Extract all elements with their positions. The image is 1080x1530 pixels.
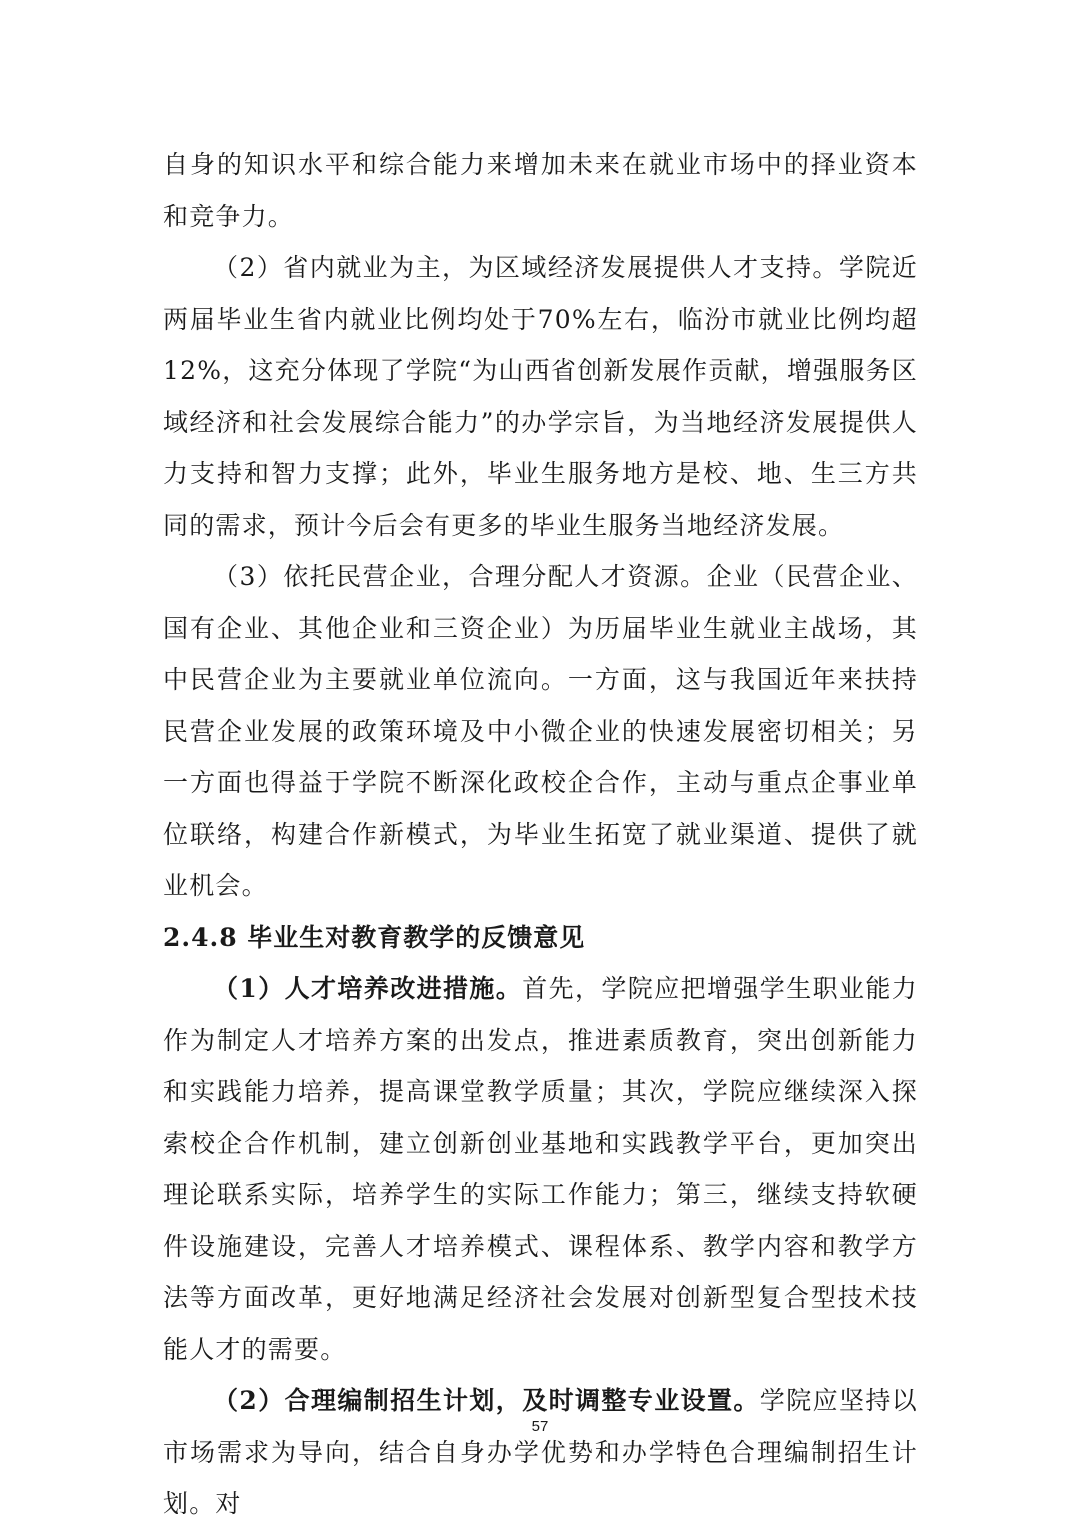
page-body [163,139,918,1530]
paragraph-lead-talent-cultivation: （1）人才培养改进措施。 [213,974,523,1003]
paragraph-continuation: 自身的知识水平和综合能力来增加未来在就业市场中的择业资本和竞争力。 [163,150,918,231]
page-number: 57 [531,1418,549,1435]
section-heading: 2.4.8 毕业生对教育教学的反馈意见 [163,922,586,952]
paragraph-provincial-employment: （2）省内就业为主，为区域经济发展提供人才支持。学院近两届毕业生省内就业比例均处于70%左右，临汾市就业比例均超12%，这充分体现了学院“为山西省创新发展作贡献，增强服务区域经济和社会发展综合能力”的办学宗旨，为当地经济发展提供人力支持和智力支撑；此外，毕业生服务地方是校、地、生三方共同的需求，预计今后会有更多的毕业生服务当地经济发展。 [163,253,918,540]
paragraph-lead-enrollment-plan: （2）合理编制招生计划，及时调整专业设置。 [213,1386,760,1415]
paragraph-talent-cultivation [163,963,918,1375]
paragraph-enrollment-plan [163,1375,918,1530]
paragraph-private-enterprises: （3）依托民营企业，合理分配人才资源。企业（民营企业、国有企业、其他企业和三资企业）为历届毕业生就业主战场，其中民营企业为主要就业单位流向。一方面，这与我国近年来扶持民营企业发展的政策环境及中小微企业的快速发展密切相关；另一方面也得益于学院不断深化政校企合作，主动与重点企事业单位联络，构建合作新模式，为毕业生拓宽了就业渠道、提供了就业机会。 [163,562,918,900]
paragraph-body-enrollment-plan: 学院应坚持以市场需求为导向，结合自身办学优势和办学特色合理编制招生计划。对 [163,1386,918,1518]
paragraph-body-talent-cultivation: 首先，学院应把增强学生职业能力作为制定人才培养方案的出发点，推进素质教育，突出创新能力和实践能力培养，提高课堂教学质量；其次，学院应继续深入探索校企合作机制，建立创新创业基地和实践教学平台，更加突出理论联系实际，培养学生的实际工作能力；第三，继续支持软硬件设施建设，完善人才培养模式、课程体系、教学内容和教学方法等方面改革，更好地满足经济社会发展对创新型复合型技术技能人才的需要。 [163,974,918,1364]
